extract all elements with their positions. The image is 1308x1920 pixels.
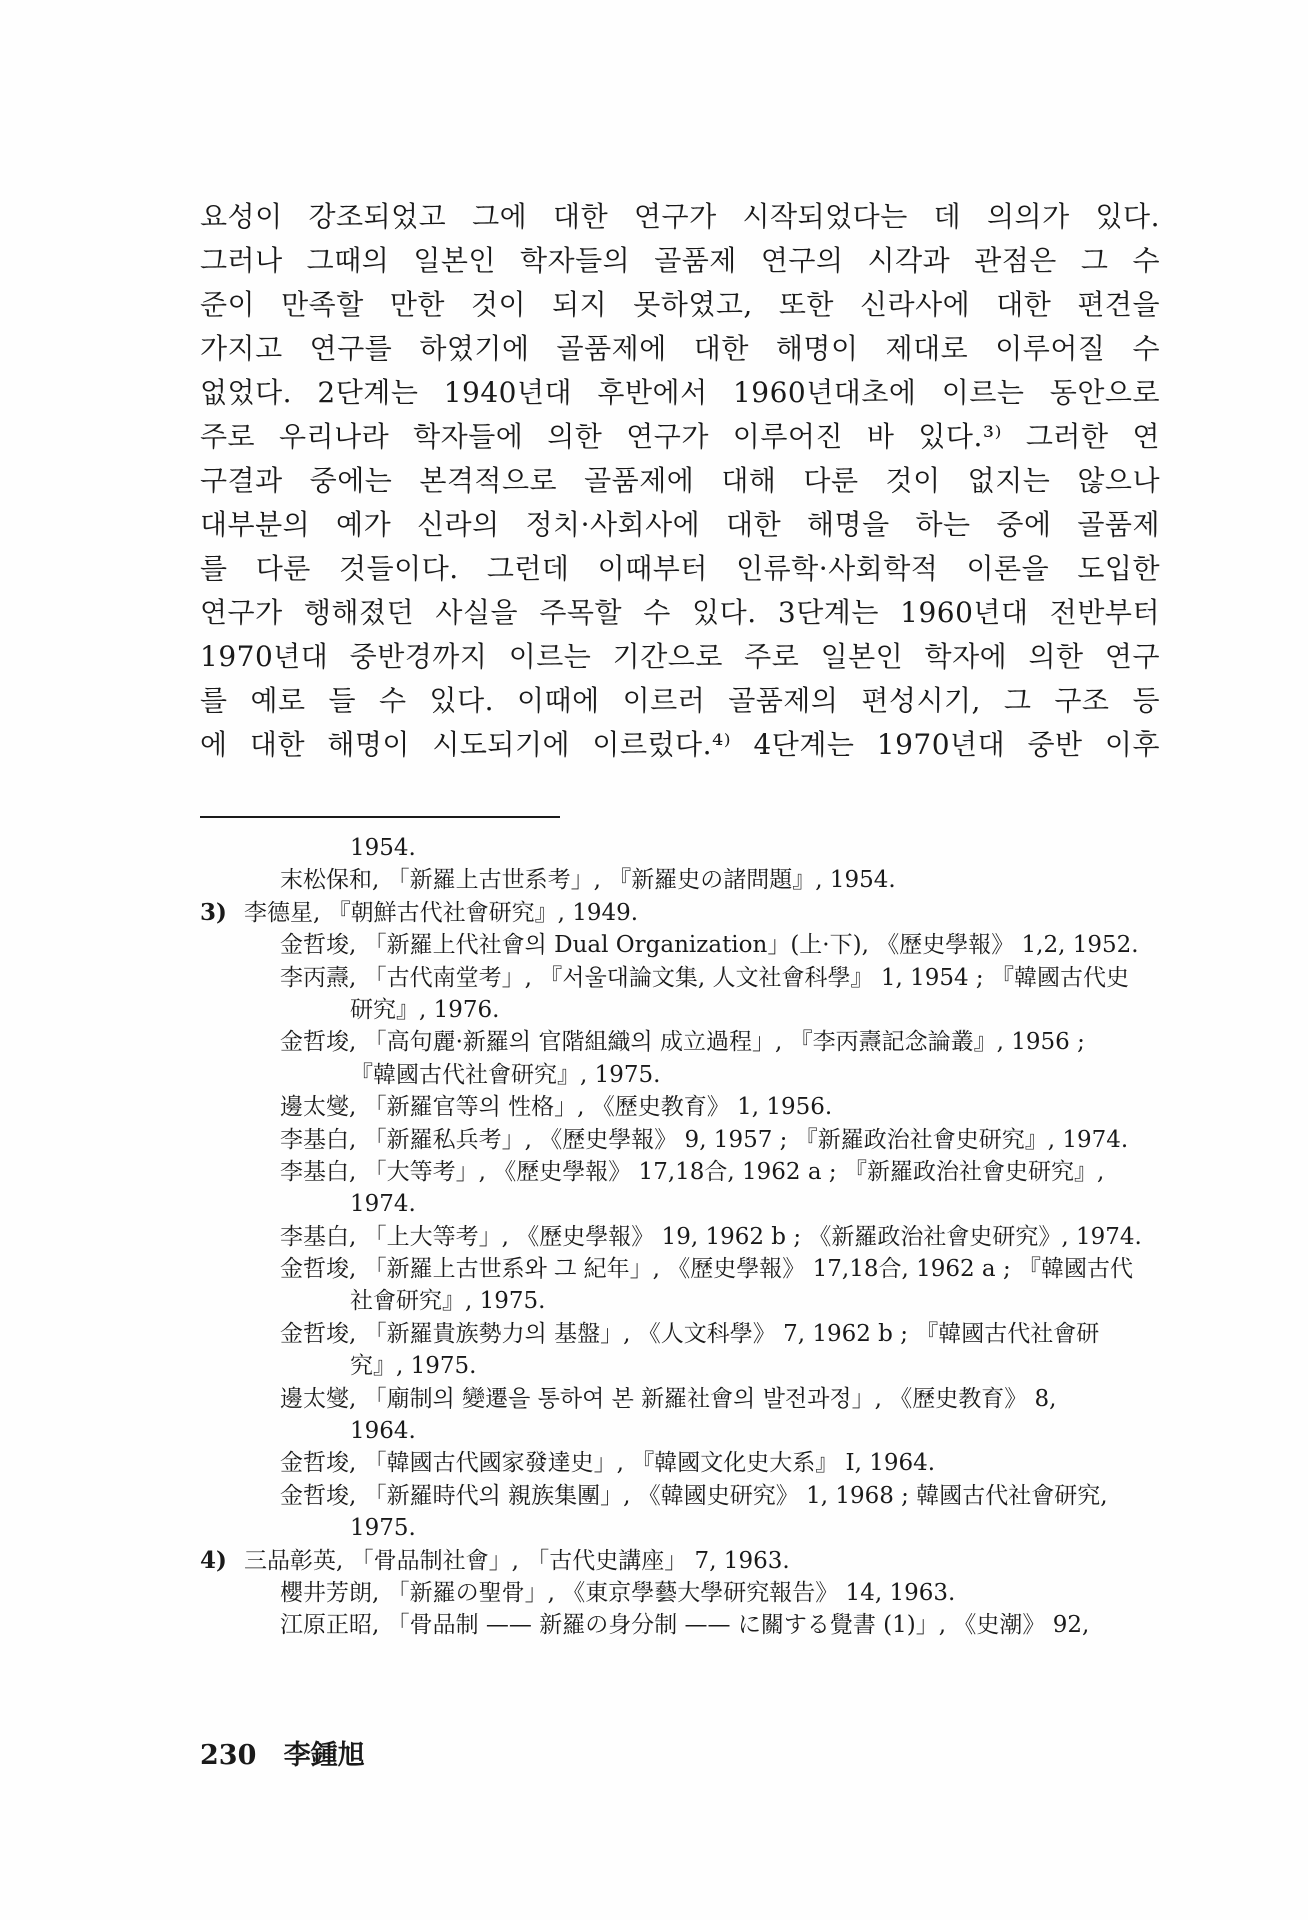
footnote-line bbox=[200, 1383, 1160, 1415]
body-text bbox=[200, 195, 1160, 767]
footnote-line bbox=[200, 962, 1160, 994]
body-line: 를 다룬 것들이다. 그런데 이때부터 인류학·사회학적 이론을 도입한 bbox=[200, 552, 1160, 585]
footnote-text: 金哲埈, 「新羅貴族勢力의 基盤」, 《人文科學》 7, 1962 b ; 『韓國古代社會研 bbox=[280, 1320, 1100, 1347]
footnote-line bbox=[200, 1415, 1160, 1447]
footnote-text: 李德星, 『朝鮮古代社會研究』, 1949. bbox=[244, 899, 639, 926]
body-line: 대부분의 예가 신라의 정치·사회사에 대한 해명을 하는 중에 골품제 bbox=[200, 508, 1160, 541]
footnote-line bbox=[200, 1026, 1160, 1058]
footnote-line bbox=[200, 1480, 1160, 1512]
footnote-line bbox=[200, 994, 1160, 1026]
footnote-text: 1954. bbox=[350, 835, 416, 861]
footnote-divider bbox=[200, 816, 560, 818]
footnote-line bbox=[200, 1447, 1160, 1479]
footnote-text: 江原正昭, 「骨品制 —— 新羅の身分制 —— に關する覺書 (1)」, 《史潮》 92, bbox=[280, 1612, 1090, 1639]
body-line: 에 대한 해명이 시도되기에 이르렀다.⁴⁾ 4단계는 1970년대 중반 이후 bbox=[200, 728, 1160, 761]
footnote-text: 李丙燾, 「古代南堂考」, 『서울대論文集, 人文社會科學』 1, 1954 ; 『韓國古代史 bbox=[280, 964, 1129, 991]
footnote-text: 1964. bbox=[350, 1418, 416, 1445]
footnote-line bbox=[200, 1350, 1160, 1382]
footnote-text: 李基白, 「新羅私兵考」, 《歷史學報》 9, 1957 ; 『新羅政治社會史研究』, 1974. bbox=[280, 1126, 1129, 1153]
body-line: 요성이 강조되었고 그에 대한 연구가 시작되었다는 데 의의가 있다. bbox=[200, 200, 1160, 233]
page-footer bbox=[200, 1733, 383, 1772]
body-line: 없었다. 2단계는 1940년대 후반에서 1960년대초에 이르는 동안으로 bbox=[200, 376, 1160, 409]
footnote-text: 金哲埈, 「韓國古代國家發達史」, 『韓國文化史大系』 I, 1964. bbox=[280, 1450, 936, 1477]
body-line: 를 예로 들 수 있다. 이때에 이르러 골품제의 편성시기, 그 구조 등 bbox=[200, 684, 1160, 717]
body-line: 연구가 행해졌던 사실을 주목할 수 있다. 3단계는 1960년대 전반부터 bbox=[200, 596, 1160, 629]
footnote-text: 櫻井芳朗, 「新羅の聖骨」, 《東京學藝大學研究報告》 14, 1963. bbox=[280, 1579, 956, 1606]
footnotes bbox=[200, 832, 1160, 1642]
footnote-marker: 4) bbox=[200, 1546, 227, 1574]
body-line: 준이 만족할 만한 것이 되지 못하였고, 또한 신라사에 대한 편견을 bbox=[200, 288, 1160, 321]
footnote-line bbox=[200, 1221, 1160, 1253]
footnote-text: 社會研究』, 1975. bbox=[350, 1288, 546, 1315]
footnote-line bbox=[200, 1124, 1160, 1156]
footnote-text: 三品彰英, 「骨品制社會」, 「古代史講座」 7, 1963. bbox=[244, 1547, 790, 1574]
footnote-line bbox=[200, 864, 1160, 896]
body-line: 그러나 그때의 일본인 학자들의 골품제 연구의 시각과 관점은 그 수 bbox=[200, 244, 1160, 277]
footnote-text: 1974. bbox=[350, 1191, 416, 1218]
page-number: 230 bbox=[200, 1740, 257, 1771]
footnote-line bbox=[200, 1253, 1160, 1285]
footnote-text: 李基白, 「大等考」, 《歷史學報》 17,18合, 1962 a ; 『新羅政治社會史研究』, bbox=[280, 1158, 1105, 1185]
footnote-line bbox=[200, 1609, 1160, 1641]
footnote-line bbox=[200, 832, 1160, 864]
footnote-line bbox=[200, 1091, 1160, 1123]
footnote-text: 研究』, 1976. bbox=[350, 996, 500, 1023]
footnote-line bbox=[200, 1512, 1160, 1544]
body-line: 1970년대 중반경까지 이르는 기간으로 주로 일본인 학자에 의한 연구 bbox=[200, 640, 1160, 673]
footnote-line bbox=[200, 1188, 1160, 1220]
body-line: 가지고 연구를 하였기에 골품제에 대한 해명이 제대로 이루어질 수 bbox=[200, 332, 1160, 365]
author-name: 李鍾旭 bbox=[283, 1740, 365, 1771]
footnote-text: 金哲埈, 「高句麗·新羅의 官階組織의 成立過程」, 『李丙燾記念論叢』, 1956 ; bbox=[280, 1029, 1085, 1056]
body-line: 주로 우리나라 학자들에 의한 연구가 이루어진 바 있다.³⁾ 그러한 연 bbox=[200, 420, 1160, 453]
footnote-line bbox=[200, 1545, 1160, 1577]
footnote-text: 『韓國古代社會研究』, 1975. bbox=[350, 1061, 661, 1088]
footnote-text: 李基白, 「上大等考」, 《歷史學報》 19, 1962 b ; 《新羅政治社會史研究》, 1974. bbox=[280, 1223, 1142, 1250]
footnote-line bbox=[200, 1577, 1160, 1609]
footnote-line bbox=[200, 897, 1160, 929]
footnote-text: 究』, 1975. bbox=[350, 1353, 477, 1380]
footnote-marker: 3) bbox=[200, 898, 227, 926]
footnote-line bbox=[200, 1318, 1160, 1350]
footnote-text: 金哲埈, 「新羅時代의 親族集團」, 《韓國史研究》 1, 1968 ; 韓國古代社會研究, bbox=[280, 1482, 1108, 1509]
footnote-text: 1975. bbox=[350, 1515, 416, 1542]
footnote-text: 末松保和, 「新羅上古世系考」, 『新羅史の諸問題』, 1954. bbox=[280, 867, 896, 894]
footnote-line bbox=[200, 929, 1160, 961]
footnote-text: 金哲埈, 「新羅上代社會의 Dual Organization」(上·下), 《歷史學報》 1,2, 1952. bbox=[280, 932, 1139, 959]
body-line: 구결과 중에는 본격적으로 골품제에 대해 다룬 것이 없지는 않으나 bbox=[200, 464, 1160, 497]
footnote-text: 邊太燮, 「新羅官等의 性格」, 《歷史教育》 1, 1956. bbox=[280, 1094, 833, 1121]
footnote-line bbox=[200, 1059, 1160, 1091]
footnote-line bbox=[200, 1156, 1160, 1188]
footnote-text: 邊太燮, 「廟制의 變遷을 통하여 본 新羅社會의 발전과정」, 《歷史教育》 8, bbox=[280, 1385, 1057, 1412]
footnote-text: 金哲埈, 「新羅上古世系와 그 紀年」, 《歷史學報》 17,18合, 1962 a ; 『韓國古代 bbox=[280, 1256, 1134, 1283]
footnote-line bbox=[200, 1285, 1160, 1317]
